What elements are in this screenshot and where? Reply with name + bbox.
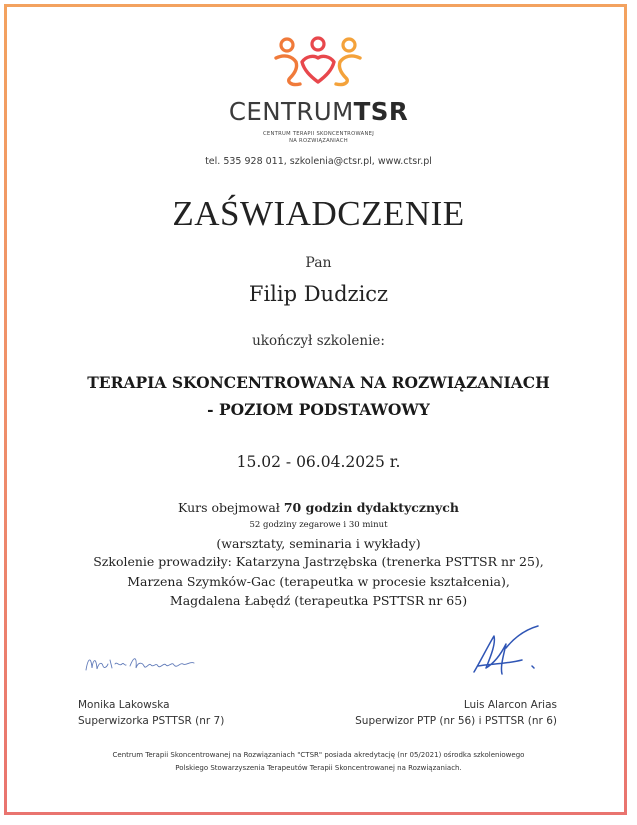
certificate-title: ZAŚWIADCZENIE	[172, 194, 465, 233]
brand-name-bold: TSR	[353, 97, 409, 126]
footer-line2: Polskiego Stowarzyszenia Terapeutów Terapii Skoncentrowanej na Rozwiązaniach.	[175, 764, 462, 772]
footer-line1: Centrum Terapii Skoncentrowanej na Rozwiązaniach "CTSR" posiada akredytację (nr 05/2021) ośrodka szkoleniowego	[112, 751, 525, 759]
contact-info: tel. 535 928 011, szkolenia@ctsr.pl, www.ctsr.pl	[205, 156, 432, 167]
course-hours-prefix: Kurs obejmował	[178, 500, 284, 515]
signatory-right-name: Luis Alarcon Arias	[463, 699, 557, 711]
course-dates: 15.02 - 06.04.2025 r.	[236, 453, 401, 471]
right-signature-icon	[466, 622, 548, 682]
salutation: Pan	[305, 255, 332, 271]
signatory-left-role: Superwizorka PSTTSR (nr 7)	[78, 715, 225, 727]
trainers-line3: Magdalena Łabędź (terapeutka PSTTSR nr 65)	[169, 593, 468, 608]
ctsr-logo-icon	[272, 36, 364, 90]
signatory-right-role: Superwizor PTP (nr 56) i PSTTSR (nr 6)	[355, 715, 557, 727]
course-title-line2: - POZIOM PODSTAWOWY	[207, 400, 430, 419]
clock-hours: 52 godziny zegarowe i 30 minut	[249, 520, 388, 530]
course-hours-bold: 70 godzin dydaktycznych	[283, 500, 459, 515]
brand-subtitle-line2: NA ROZWIĄZANIACH	[289, 138, 348, 144]
signatory-right	[355, 697, 557, 729]
course-formats: (warsztaty, seminaria i wykłady)	[216, 536, 421, 551]
brand-subtitle-line1: CENTRUM TERAPII SKONCENTROWANEJ	[262, 131, 375, 137]
brand-name	[0, 97, 637, 126]
brand-name-light: CENTRUM	[228, 97, 354, 126]
trainers-line1: Szkolenie prowadziły: Katarzyna Jastrzębska (trenerka PSTTSR nr 25),	[93, 554, 544, 569]
signatory-left-name: Monika Lakowska	[78, 699, 170, 711]
left-signature-icon	[82, 648, 207, 678]
completed-text: ukończył szkolenie:	[252, 333, 385, 349]
course-hours	[0, 499, 637, 517]
signatory-left	[78, 697, 224, 729]
recipient-name: Filip Dudzicz	[248, 282, 389, 306]
trainers-line2: Marzena Szymków-Gac (terapeutka w procesie kształcenia),	[127, 574, 510, 589]
course-title-line1: TERAPIA SKONCENTROWANA NA ROZWIĄZANIACH	[87, 373, 550, 392]
